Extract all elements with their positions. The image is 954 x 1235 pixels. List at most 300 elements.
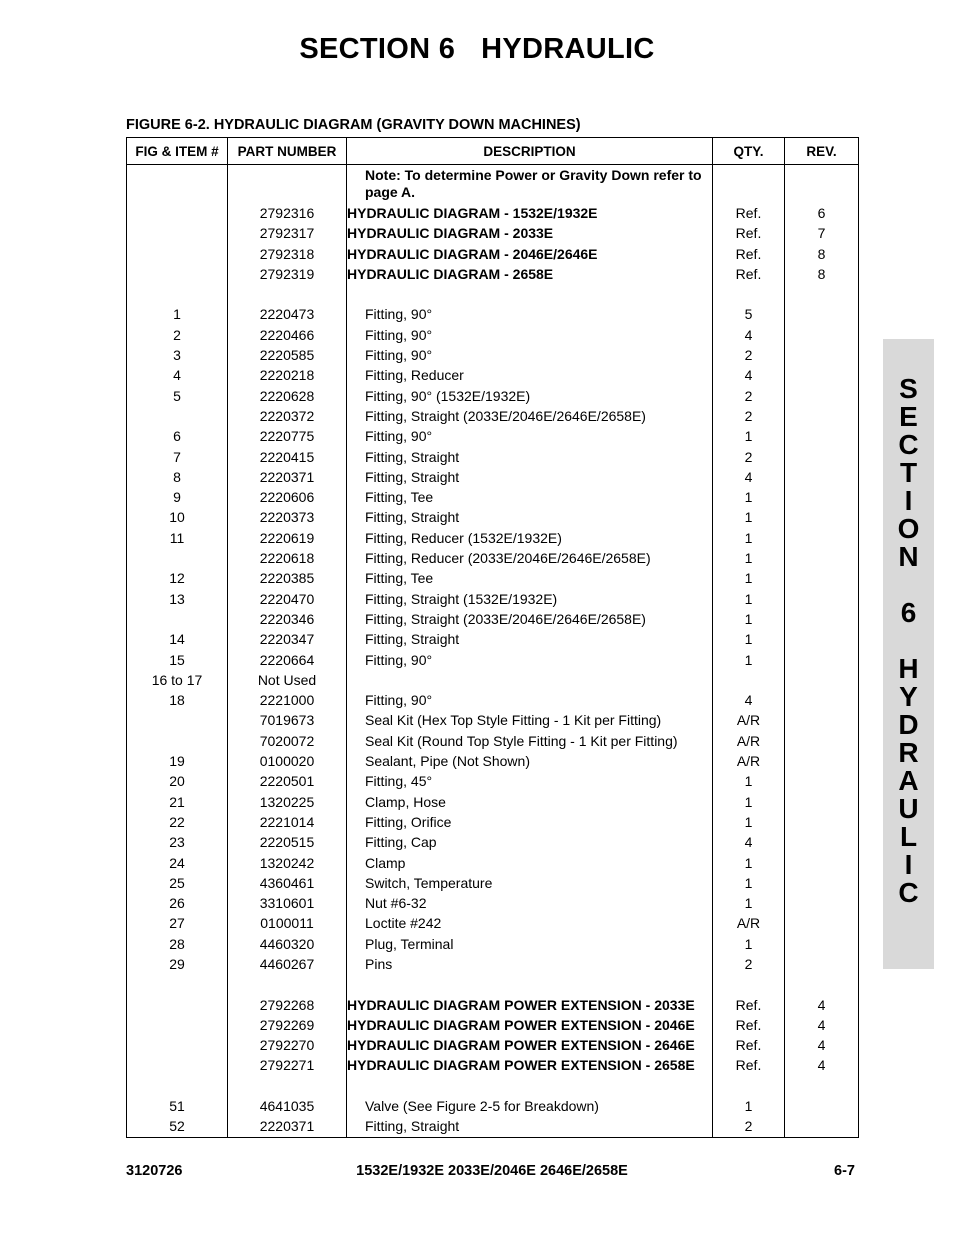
cell-description: HYDRAULIC DIAGRAM POWER EXTENSION - 2046E bbox=[347, 1015, 713, 1035]
cell-qty: 2 bbox=[713, 447, 785, 467]
cell-qty: 1 bbox=[713, 812, 785, 832]
cell-description: Fitting, 90° bbox=[347, 325, 713, 345]
cell-part-number: 2792316 bbox=[228, 203, 347, 223]
cell-fig-item: 13 bbox=[127, 589, 228, 609]
table-row bbox=[127, 548, 859, 568]
table-row bbox=[127, 487, 859, 507]
table-row bbox=[127, 264, 859, 284]
cell-description: Seal Kit (Hex Top Style Fitting - 1 Kit per Fitting) bbox=[347, 710, 713, 730]
table-row bbox=[127, 609, 859, 629]
section-name: HYDRAULIC bbox=[481, 33, 655, 65]
cell-rev bbox=[785, 1096, 859, 1116]
cell-part-number: 2220606 bbox=[228, 487, 347, 507]
cell-part-number: 7020072 bbox=[228, 731, 347, 751]
cell-part-number: 2221014 bbox=[228, 812, 347, 832]
cell-qty: 2 bbox=[713, 345, 785, 365]
side-tab-letter: I bbox=[904, 849, 913, 880]
cell-rev bbox=[785, 406, 859, 426]
cell-part-number: 7019673 bbox=[228, 710, 347, 730]
cell-description: Fitting, Tee bbox=[347, 568, 713, 588]
cell-fig-item: 26 bbox=[127, 893, 228, 913]
table-row bbox=[127, 589, 859, 609]
cell-qty: 1 bbox=[713, 893, 785, 913]
cell-rev bbox=[785, 771, 859, 791]
cell-rev: 4 bbox=[785, 995, 859, 1015]
cell-description: Switch, Temperature bbox=[347, 873, 713, 893]
table-header-row bbox=[127, 138, 859, 165]
cell-qty: 4 bbox=[713, 325, 785, 345]
cell-fig-item bbox=[127, 974, 228, 994]
cell-qty: 4 bbox=[713, 832, 785, 852]
cell-description: Fitting, Straight bbox=[347, 467, 713, 487]
cell-part-number: 2792268 bbox=[228, 995, 347, 1015]
cell-fig-item: 18 bbox=[127, 690, 228, 710]
cell-rev bbox=[785, 325, 859, 345]
cell-part-number: 2792319 bbox=[228, 264, 347, 284]
cell-qty bbox=[713, 974, 785, 994]
cell-description: Fitting, 90° bbox=[347, 650, 713, 670]
cell-fig-item: 12 bbox=[127, 568, 228, 588]
cell-qty: 1 bbox=[713, 792, 785, 812]
table-row bbox=[127, 832, 859, 852]
cell-qty: A/R bbox=[713, 913, 785, 933]
side-tab-letter: C bbox=[898, 429, 919, 460]
cell-rev: 4 bbox=[785, 1015, 859, 1035]
table-row bbox=[127, 771, 859, 791]
cell-fig-item bbox=[127, 548, 228, 568]
table-row bbox=[127, 629, 859, 649]
column-header-qty: QTY. bbox=[713, 138, 785, 165]
cell-part-number: 2220775 bbox=[228, 426, 347, 446]
cell-rev bbox=[785, 568, 859, 588]
cell-rev bbox=[785, 792, 859, 812]
side-tab-letter: Y bbox=[899, 681, 918, 712]
cell-description: Valve (See Figure 2-5 for Breakdown) bbox=[347, 1096, 713, 1116]
side-tab-letter bbox=[883, 627, 934, 655]
table-row bbox=[127, 165, 859, 204]
table-row bbox=[127, 710, 859, 730]
cell-fig-item: 3 bbox=[127, 345, 228, 365]
cell-fig-item: 20 bbox=[127, 771, 228, 791]
cell-description: Fitting, Orifice bbox=[347, 812, 713, 832]
cell-description: Fitting, Reducer bbox=[347, 365, 713, 385]
cell-qty: 1 bbox=[713, 629, 785, 649]
cell-fig-item: 27 bbox=[127, 913, 228, 933]
cell-qty: A/R bbox=[713, 751, 785, 771]
cell-part-number: 2220619 bbox=[228, 528, 347, 548]
section-side-tab bbox=[883, 339, 934, 969]
cell-part-number bbox=[228, 1076, 347, 1096]
cell-description: HYDRAULIC DIAGRAM POWER EXTENSION - 2646E bbox=[347, 1035, 713, 1055]
cell-fig-item bbox=[127, 1035, 228, 1055]
cell-rev bbox=[785, 832, 859, 852]
parts-table-body bbox=[127, 165, 859, 1138]
cell-qty: 1 bbox=[713, 507, 785, 527]
cell-fig-item bbox=[127, 223, 228, 243]
cell-rev bbox=[785, 487, 859, 507]
cell-rev bbox=[785, 853, 859, 873]
table-row bbox=[127, 995, 859, 1015]
side-tab-letter: I bbox=[904, 485, 913, 516]
cell-part-number: 0100020 bbox=[228, 751, 347, 771]
cell-fig-item bbox=[127, 731, 228, 751]
cell-description: Fitting, Straight bbox=[347, 447, 713, 467]
side-tab-letter: S bbox=[899, 373, 918, 404]
side-tab-letter: E bbox=[899, 401, 918, 432]
cell-qty: 1 bbox=[713, 771, 785, 791]
cell-fig-item: 15 bbox=[127, 650, 228, 670]
cell-rev bbox=[785, 913, 859, 933]
cell-rev: 4 bbox=[785, 1035, 859, 1055]
cell-part-number: 2220470 bbox=[228, 589, 347, 609]
cell-description: Clamp bbox=[347, 853, 713, 873]
cell-rev bbox=[785, 365, 859, 385]
cell-part-number: 2220371 bbox=[228, 467, 347, 487]
cell-fig-item: 4 bbox=[127, 365, 228, 385]
cell-description: HYDRAULIC DIAGRAM POWER EXTENSION - 2658E bbox=[347, 1055, 713, 1075]
cell-description: Fitting, Straight bbox=[347, 1116, 713, 1137]
cell-qty bbox=[713, 1076, 785, 1096]
table-row bbox=[127, 873, 859, 893]
cell-description: Fitting, Reducer (1532E/1932E) bbox=[347, 528, 713, 548]
table-row bbox=[127, 406, 859, 426]
cell-part-number: 2792317 bbox=[228, 223, 347, 243]
table-spacer-row bbox=[127, 284, 859, 304]
cell-qty: Ref. bbox=[713, 244, 785, 264]
cell-part-number: 4360461 bbox=[228, 873, 347, 893]
cell-fig-item bbox=[127, 995, 228, 1015]
cell-part-number: 2220347 bbox=[228, 629, 347, 649]
cell-part-number: 3310601 bbox=[228, 893, 347, 913]
cell-rev bbox=[785, 751, 859, 771]
cell-fig-item: 2 bbox=[127, 325, 228, 345]
cell-description: Fitting, 45° bbox=[347, 771, 713, 791]
cell-qty: 2 bbox=[713, 1116, 785, 1137]
table-row bbox=[127, 365, 859, 385]
cell-rev bbox=[785, 447, 859, 467]
table-row bbox=[127, 670, 859, 690]
cell-rev bbox=[785, 467, 859, 487]
cell-description bbox=[347, 284, 713, 304]
cell-rev: 8 bbox=[785, 244, 859, 264]
cell-qty: 1 bbox=[713, 853, 785, 873]
cell-rev: 6 bbox=[785, 203, 859, 223]
cell-rev bbox=[785, 609, 859, 629]
cell-fig-item: 28 bbox=[127, 934, 228, 954]
footer-doc-number: 3120726 bbox=[126, 1163, 183, 1179]
cell-description bbox=[347, 670, 713, 690]
table-row bbox=[127, 568, 859, 588]
cell-description: HYDRAULIC DIAGRAM POWER EXTENSION - 2033E bbox=[347, 995, 713, 1015]
table-row bbox=[127, 812, 859, 832]
parts-table bbox=[126, 137, 859, 1138]
table-row bbox=[127, 650, 859, 670]
column-header-part-number: PART NUMBER bbox=[228, 138, 347, 165]
cell-rev bbox=[785, 974, 859, 994]
cell-description: Clamp, Hose bbox=[347, 792, 713, 812]
cell-description: Fitting, 90° bbox=[347, 345, 713, 365]
cell-part-number: 2792318 bbox=[228, 244, 347, 264]
cell-qty: 1 bbox=[713, 568, 785, 588]
cell-description: Loctite #242 bbox=[347, 913, 713, 933]
cell-rev bbox=[785, 650, 859, 670]
cell-qty: 5 bbox=[713, 304, 785, 324]
cell-part-number: 2220473 bbox=[228, 304, 347, 324]
cell-qty: 4 bbox=[713, 365, 785, 385]
table-row bbox=[127, 467, 859, 487]
column-header-rev: REV. bbox=[785, 138, 859, 165]
cell-rev bbox=[785, 873, 859, 893]
cell-qty: 1 bbox=[713, 487, 785, 507]
cell-part-number: 2220415 bbox=[228, 447, 347, 467]
cell-part-number: 2220585 bbox=[228, 345, 347, 365]
cell-fig-item bbox=[127, 203, 228, 223]
cell-description: HYDRAULIC DIAGRAM - 2033E bbox=[347, 223, 713, 243]
cell-part-number: 2220466 bbox=[228, 325, 347, 345]
cell-part-number: 2792271 bbox=[228, 1055, 347, 1075]
cell-qty: 1 bbox=[713, 426, 785, 446]
cell-qty: A/R bbox=[713, 731, 785, 751]
cell-qty: Ref. bbox=[713, 264, 785, 284]
cell-rev bbox=[785, 812, 859, 832]
cell-fig-item: 8 bbox=[127, 467, 228, 487]
section-number: SECTION 6 bbox=[299, 33, 456, 65]
cell-fig-item: 25 bbox=[127, 873, 228, 893]
cell-rev bbox=[785, 954, 859, 974]
cell-rev bbox=[785, 690, 859, 710]
cell-part-number: 0100011 bbox=[228, 913, 347, 933]
cell-rev bbox=[785, 710, 859, 730]
cell-qty: 2 bbox=[713, 386, 785, 406]
section-title bbox=[0, 33, 954, 66]
cell-qty: 1 bbox=[713, 1096, 785, 1116]
side-tab-letter: L bbox=[899, 821, 918, 852]
cell-rev bbox=[785, 629, 859, 649]
cell-part-number: 2220628 bbox=[228, 386, 347, 406]
cell-part-number: 2220371 bbox=[228, 1116, 347, 1137]
cell-description: Seal Kit (Round Top Style Fitting - 1 Kit per Fitting) bbox=[347, 731, 713, 751]
table-row bbox=[127, 934, 859, 954]
table-row bbox=[127, 913, 859, 933]
cell-fig-item bbox=[127, 609, 228, 629]
cell-part-number: 2220515 bbox=[228, 832, 347, 852]
table-row bbox=[127, 244, 859, 264]
cell-part-number: 2792269 bbox=[228, 1015, 347, 1035]
side-tab-letter: U bbox=[898, 793, 919, 824]
table-row bbox=[127, 731, 859, 751]
cell-description: Plug, Terminal bbox=[347, 934, 713, 954]
cell-part-number: 2220373 bbox=[228, 507, 347, 527]
table-row bbox=[127, 447, 859, 467]
footer-models: 1532E/1932E 2033E/2046E 2646E/2658E bbox=[356, 1163, 628, 1179]
cell-qty: 1 bbox=[713, 589, 785, 609]
table-spacer-row bbox=[127, 974, 859, 994]
table-row bbox=[127, 853, 859, 873]
cell-fig-item: 1 bbox=[127, 304, 228, 324]
cell-part-number: 4641035 bbox=[228, 1096, 347, 1116]
cell-fig-item: 29 bbox=[127, 954, 228, 974]
cell-fig-item: 16 to 17 bbox=[127, 670, 228, 690]
cell-fig-item: 9 bbox=[127, 487, 228, 507]
footer-page-number: 6-7 bbox=[834, 1163, 855, 1179]
cell-rev bbox=[785, 426, 859, 446]
cell-fig-item: 51 bbox=[127, 1096, 228, 1116]
cell-description: HYDRAULIC DIAGRAM - 2658E bbox=[347, 264, 713, 284]
cell-qty: Ref. bbox=[713, 995, 785, 1015]
cell-rev: 7 bbox=[785, 223, 859, 243]
side-tab-letter: A bbox=[898, 765, 919, 796]
cell-description: Fitting, 90° bbox=[347, 304, 713, 324]
cell-description: Nut #6-32 bbox=[347, 893, 713, 913]
cell-description: Note: To determine Power or Gravity Down refer to page A. bbox=[347, 165, 713, 204]
cell-description: Fitting, 90° (1532E/1932E) bbox=[347, 386, 713, 406]
cell-rev bbox=[785, 1116, 859, 1137]
table-row bbox=[127, 792, 859, 812]
cell-part-number: 2220501 bbox=[228, 771, 347, 791]
cell-part-number bbox=[228, 284, 347, 304]
cell-part-number bbox=[228, 974, 347, 994]
table-row bbox=[127, 203, 859, 223]
cell-rev bbox=[785, 345, 859, 365]
column-header-fig-item: FIG & ITEM # bbox=[127, 138, 228, 165]
cell-rev bbox=[785, 670, 859, 690]
cell-part-number: 2221000 bbox=[228, 690, 347, 710]
cell-fig-item bbox=[127, 406, 228, 426]
cell-description: Fitting, Straight bbox=[347, 629, 713, 649]
cell-part-number: 2220372 bbox=[228, 406, 347, 426]
cell-fig-item: 5 bbox=[127, 386, 228, 406]
side-tab-letter: R bbox=[898, 737, 919, 768]
cell-rev bbox=[785, 893, 859, 913]
cell-description: HYDRAULIC DIAGRAM - 2046E/2646E bbox=[347, 244, 713, 264]
cell-rev bbox=[785, 528, 859, 548]
table-row bbox=[127, 1015, 859, 1035]
cell-description: Sealant, Pipe (Not Shown) bbox=[347, 751, 713, 771]
cell-qty: 2 bbox=[713, 954, 785, 974]
cell-rev: 4 bbox=[785, 1055, 859, 1075]
table-row bbox=[127, 954, 859, 974]
cell-fig-item: 52 bbox=[127, 1116, 228, 1137]
cell-fig-item bbox=[127, 1076, 228, 1096]
cell-description: Pins bbox=[347, 954, 713, 974]
cell-rev bbox=[785, 548, 859, 568]
cell-part-number: 4460320 bbox=[228, 934, 347, 954]
cell-qty: 4 bbox=[713, 690, 785, 710]
cell-part-number: 2220664 bbox=[228, 650, 347, 670]
cell-qty: 4 bbox=[713, 467, 785, 487]
cell-description: Fitting, Straight (1532E/1932E) bbox=[347, 589, 713, 609]
cell-qty: A/R bbox=[713, 710, 785, 730]
side-tab-letter: 6 bbox=[900, 597, 917, 628]
side-tab-letter: D bbox=[898, 709, 919, 740]
cell-fig-item bbox=[127, 710, 228, 730]
cell-qty bbox=[713, 670, 785, 690]
cell-description: Fitting, Straight (2033E/2046E/2646E/2658E) bbox=[347, 609, 713, 629]
cell-rev bbox=[785, 284, 859, 304]
cell-part-number: 2220618 bbox=[228, 548, 347, 568]
cell-rev bbox=[785, 304, 859, 324]
cell-qty: 1 bbox=[713, 934, 785, 954]
cell-qty: Ref. bbox=[713, 223, 785, 243]
cell-rev bbox=[785, 934, 859, 954]
cell-fig-item: 14 bbox=[127, 629, 228, 649]
cell-qty: 2 bbox=[713, 406, 785, 426]
cell-rev bbox=[785, 731, 859, 751]
cell-part-number: 2220218 bbox=[228, 365, 347, 385]
cell-rev: 8 bbox=[785, 264, 859, 284]
table-row bbox=[127, 528, 859, 548]
table-row bbox=[127, 345, 859, 365]
cell-fig-item bbox=[127, 244, 228, 264]
cell-fig-item bbox=[127, 1015, 228, 1035]
cell-fig-item bbox=[127, 264, 228, 284]
cell-description: Fitting, Straight bbox=[347, 507, 713, 527]
cell-fig-item: 7 bbox=[127, 447, 228, 467]
cell-description: Fitting, 90° bbox=[347, 690, 713, 710]
table-row bbox=[127, 751, 859, 771]
cell-part-number: Not Used bbox=[228, 670, 347, 690]
table-row bbox=[127, 304, 859, 324]
table-row bbox=[127, 1055, 859, 1075]
cell-part-number: 2220346 bbox=[228, 609, 347, 629]
cell-qty: 1 bbox=[713, 609, 785, 629]
table-row bbox=[127, 1035, 859, 1055]
cell-qty: Ref. bbox=[713, 1035, 785, 1055]
side-tab-letter: H bbox=[898, 653, 919, 684]
cell-description: Fitting, Reducer (2033E/2046E/2646E/2658E) bbox=[347, 548, 713, 568]
cell-rev bbox=[785, 1076, 859, 1096]
cell-qty bbox=[713, 165, 785, 204]
cell-fig-item bbox=[127, 1055, 228, 1075]
cell-description: Fitting, Straight (2033E/2046E/2646E/2658E) bbox=[347, 406, 713, 426]
cell-qty: Ref. bbox=[713, 203, 785, 223]
cell-qty: 1 bbox=[713, 528, 785, 548]
table-row bbox=[127, 893, 859, 913]
cell-qty: 1 bbox=[713, 650, 785, 670]
cell-description: Fitting, Tee bbox=[347, 487, 713, 507]
table-row bbox=[127, 325, 859, 345]
cell-rev bbox=[785, 507, 859, 527]
table-row bbox=[127, 1096, 859, 1116]
cell-fig-item: 22 bbox=[127, 812, 228, 832]
cell-fig-item: 24 bbox=[127, 853, 228, 873]
side-tab-letter: N bbox=[898, 541, 919, 572]
table-row bbox=[127, 690, 859, 710]
side-tab-letter: C bbox=[898, 877, 919, 908]
side-tab-letter bbox=[883, 571, 934, 599]
cell-qty: Ref. bbox=[713, 1055, 785, 1075]
figure-title: FIGURE 6-2. HYDRAULIC DIAGRAM (GRAVITY DOWN MACHINES) bbox=[126, 117, 581, 133]
cell-rev bbox=[785, 589, 859, 609]
cell-part-number: 2220385 bbox=[228, 568, 347, 588]
cell-qty bbox=[713, 284, 785, 304]
cell-fig-item: 19 bbox=[127, 751, 228, 771]
cell-part-number: 4460267 bbox=[228, 954, 347, 974]
cell-qty: 1 bbox=[713, 548, 785, 568]
table-row bbox=[127, 223, 859, 243]
cell-description bbox=[347, 974, 713, 994]
cell-fig-item: 23 bbox=[127, 832, 228, 852]
side-tab-letter: O bbox=[897, 513, 920, 544]
cell-fig-item bbox=[127, 284, 228, 304]
cell-rev bbox=[785, 386, 859, 406]
cell-fig-item: 11 bbox=[127, 528, 228, 548]
cell-part-number: 2792270 bbox=[228, 1035, 347, 1055]
cell-qty: Ref. bbox=[713, 1015, 785, 1035]
cell-description bbox=[347, 1076, 713, 1096]
cell-rev bbox=[785, 165, 859, 204]
cell-part-number bbox=[228, 165, 347, 204]
